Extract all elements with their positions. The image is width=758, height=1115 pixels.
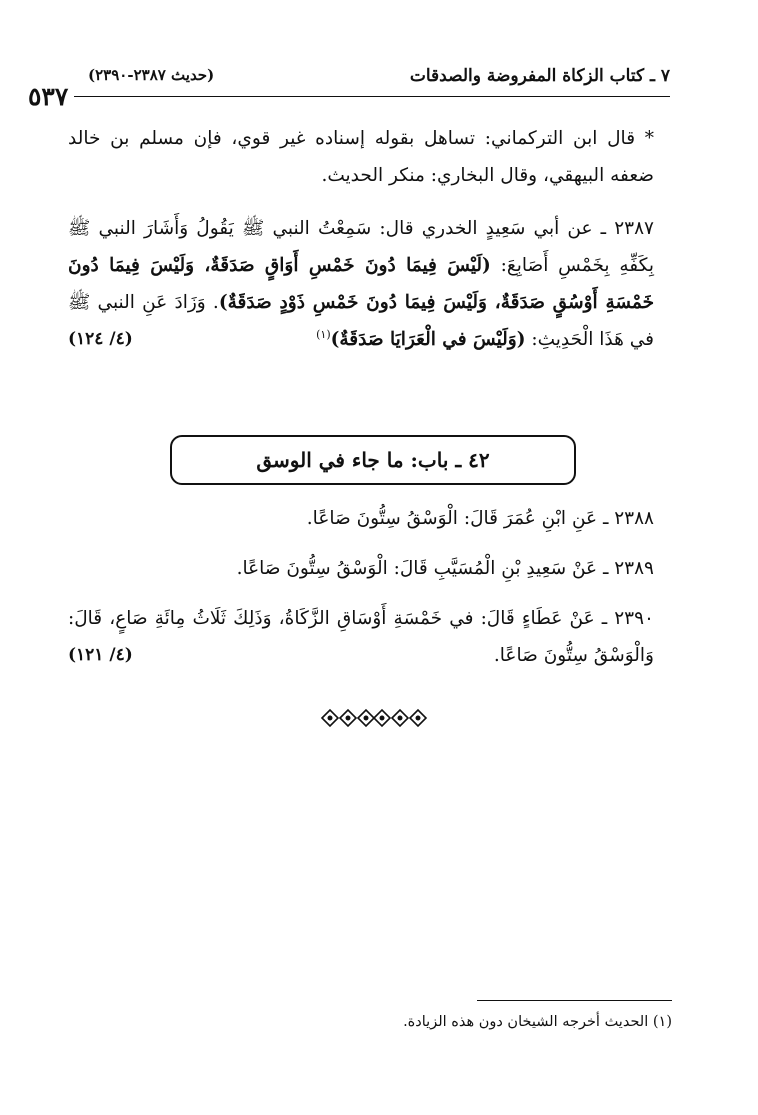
running-header [74, 62, 670, 97]
ornament-divider-icon [318, 706, 430, 730]
hadith-2387-added: . وَزَادَ عَنِ النبي ﷺ في هَذَا الْحَدِيثِ: [68, 292, 654, 350]
page-number: ٥٣٧ [28, 82, 69, 111]
hadith-2389: ٢٣٨٩ ـ عَنْ سَعِيدِ بْنِ الْمُسَيَّبِ قَالَ: الْوَسْقُ سِتُّونَ صَاعًا. [236, 558, 654, 579]
hadith-2390-text: ٢٣٩٠ ـ عَنْ عَطَاءٍ قَالَ: في خَمْسَةِ أَوْسَاقِ الزَّكَاةُ، وَذَلِكَ ثَلَاثُ مِائَةِ صَاعٍ، قَالَ: وَالْوَسْقُ سِتُّونَ صَاعًا. [68, 608, 654, 666]
hadith-2387-text: (لَيْسَ فِيمَا دُونَ خَمْسِ أَوَاقٍ صَدَقَةٌ، وَلَيْسَ فِيمَا دُونَ خَمْسَةِ أَوْسُقٍ صَدَقَةٌ، وَلَيْسَ فِيمَا دُونَ خَمْسِ ذَوْدٍ صَدَقَةٌ) [68, 255, 654, 313]
hadith-2388: ٢٣٨٨ ـ عَنِ ابْنِ عُمَرَ قَالَ: الْوَسْقُ سِتُّونَ صَاعًا. [306, 508, 654, 529]
hadith-2387-reference: (٤/ ١٢٤) [68, 329, 133, 349]
footnote-marker: (١) [316, 327, 331, 341]
hadith-2387-added-text: (وَلَيْسَ في الْعَرَايَا صَدَقَةٌ) [330, 329, 526, 350]
chapter-heading-box [170, 435, 576, 485]
commentary-paragraph: * قال ابن التركماني: تساهل بقوله إسناده غير قوي، فإن مسلم بن خالد ضعفه البيهقي، وقال البخاري: منكر الحديث. [68, 128, 654, 186]
hadith-2387-intro: ٢٣٨٧ ـ عن أبي سَعِيدٍ الخدري قال: سَمِعْتُ النبي ﷺ يَقُولُ وَأَشَارَ النبي ﷺ بِكَفِّهِ بِخَمْسِ أَصَابِعَ: [68, 218, 654, 276]
hadith-range: (حديث ٢٣٨٧-٢٣٩٠) [88, 66, 215, 84]
hadith-2390 [68, 600, 654, 674]
hadith-2390-reference: (٤/ ١٢١) [68, 645, 133, 665]
footnote-1: (١) الحديث أخرجه الشيخان دون هذه الزيادة. [403, 1014, 672, 1030]
chapter-heading: ٤٢ ـ باب: ما جاء في الوسق [256, 448, 490, 472]
footnote-separator [477, 1000, 672, 1001]
chapter-running-title: ٧ ـ كتاب الزكاة المفروضة والصدقات [409, 66, 670, 86]
hadith-2387 [68, 210, 654, 358]
